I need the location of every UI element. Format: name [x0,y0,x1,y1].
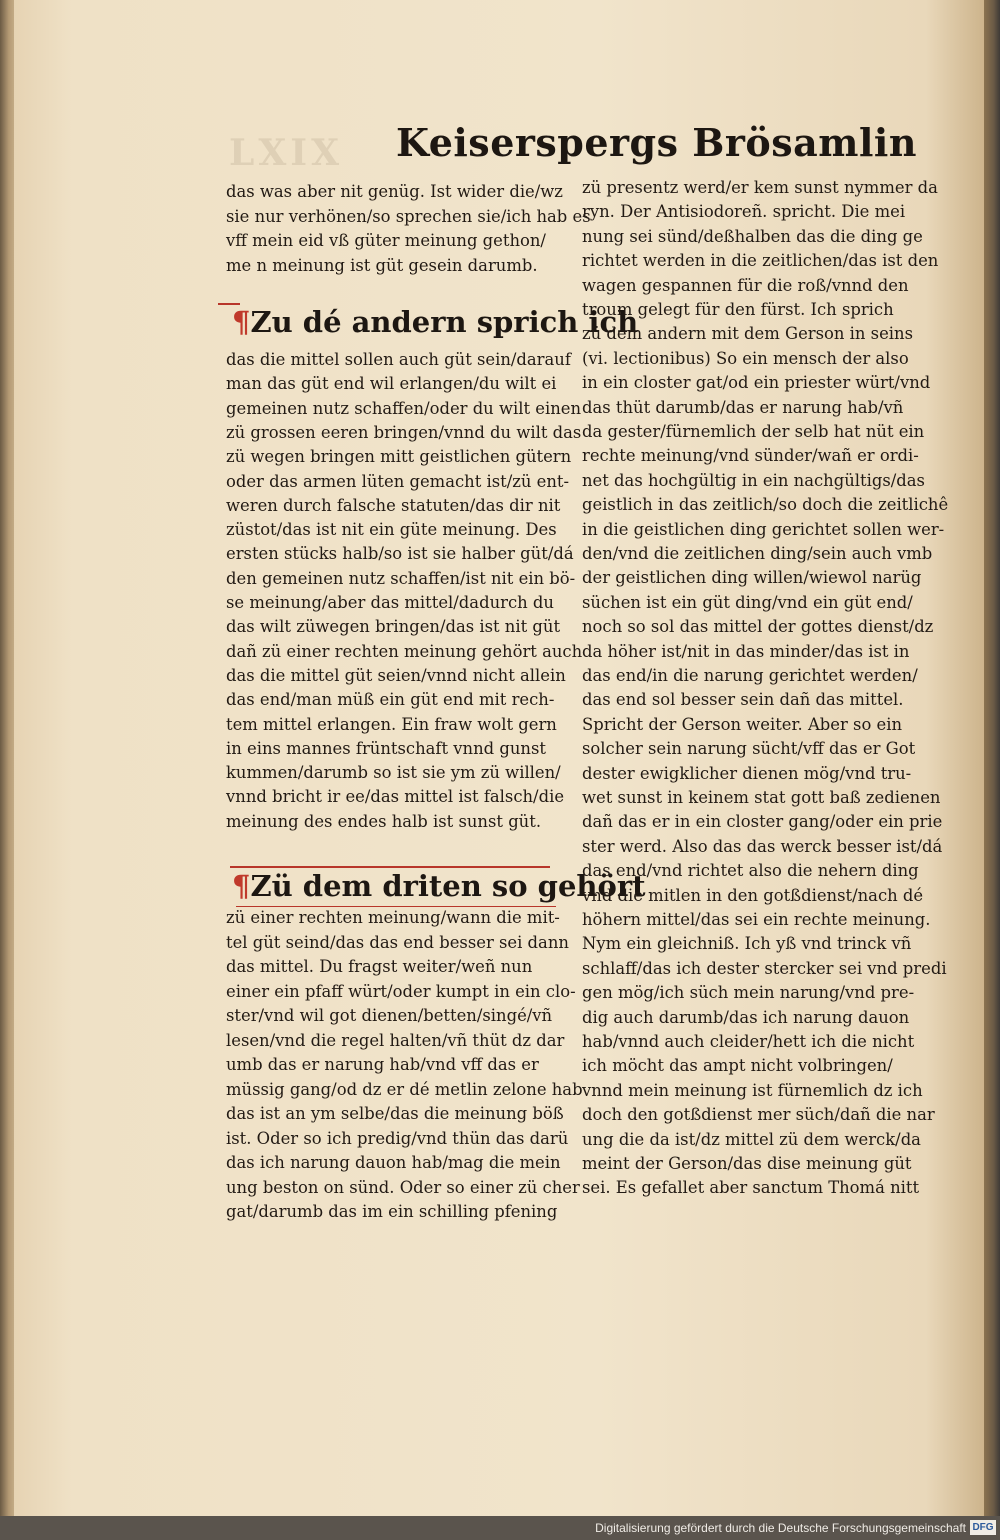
text-line: kummen/darumb so ist sie ym zü willen/ [226,763,561,783]
text-line: ryn. Der Antisiodoreñ. spricht. Die mei [582,202,906,222]
text-line: gat/darumb das im ein schilling pfening [226,1202,558,1221]
text-line: hab/vnnd auch cleider/hett ich die nicht [582,1032,915,1051]
text-line: das thüt darumb/das er narung hab/vñ [582,397,904,417]
text-line: zü einer rechten meinung/wann die mit- [226,908,560,927]
text-line: in ein closter gat/od ein priester würt/vnd [582,373,931,393]
text-line: nung sei sünd/deßhalben das die ding ge [582,226,923,246]
text-line: das mittel. Du fragst weiter/weñ nun [226,957,533,976]
funding-credit: Digitalisierung gefördert durch die Deutsche Forschungsgemeinschaft [595,1521,966,1535]
text-line: zü presentz werd/er kem sunst nymmer da [582,178,938,197]
text-line: in eins mannes früntschaft vnnd gunst [226,738,546,758]
text-line: Spricht der Gerson weiter. Aber so ein [582,714,903,734]
text-line: meinung des endes halb ist sunst güt. [226,811,542,831]
text-line: solcher sein narung sücht/vff das er Got [582,739,916,759]
text-line: richtet werden in die zeitlichen/das ist den [582,251,939,271]
text-line: ster werd. Also das das werck besser ist/dá [582,836,943,856]
footer-bar [0,1516,1000,1540]
text-line: das ich narung dauon hab/mag die mein [226,1153,561,1172]
text-line: züstot/das ist nit ein güte meinung. Des [226,520,557,540]
text-line: noch so sol das mittel der gottes dienst/dz [582,617,934,637]
text-line: vff mein eid vß güter meinung gethon/ [226,231,546,250]
heading-text: Zü dem driten so gehört [250,869,646,903]
text-line: das was aber nit genüg. Ist wider die/wz [226,182,563,201]
text-line: wagen gespannen für die roß/vnnd den [582,275,909,295]
text-line: das die mittel sollen auch güt sein/darauf [226,350,571,369]
running-head: Keiserspergs Brösamlin [396,120,917,165]
text-line: einer ein pfaff würt/oder kumpt in ein clo- [226,981,576,1001]
text-line: ersten stücks halb/so ist sie halber güt/dá [226,544,574,564]
text-line: umb das er narung hab/vnd vff das er [226,1055,539,1074]
text-line: tem mittel erlangen. Ein fraw wolt gern [226,714,557,734]
text-line: zü dem andern mit dem Gerson in seins [582,324,913,344]
text-line: geistlich in das zeitlich/so doch die zeitlichê [582,495,949,515]
text-line: se meinung/aber das mittel/dadurch du [226,593,554,612]
text-line: dester ewigklicher dienen mög/vnd tru- [582,763,912,783]
text-line: doch den gotßdienst mer süch/dañ die nar [582,1105,935,1125]
text-line: troum gelegt für den fürst. Ich sprich [582,300,894,319]
text-line: schlaff/das ich dester stercker sei vnd predi [582,958,947,978]
text-line: da gester/fürnemlich der selb hat nüt ein [582,422,925,441]
section-heading-second [232,304,638,340]
page-right-edge [984,0,1000,1516]
text-line: vnnd mein meinung ist fürnemlich dz ich [582,1080,923,1100]
text-line: oder das armen lüten gemacht ist/zü ent- [226,471,570,491]
text-line: tel güt seind/das das end besser sei dann [226,932,569,952]
text-line: das end/vnd richtet also die nehern ding [582,861,919,881]
text-line: vnnd bricht ir ee/das mittel ist falsch/die [226,787,565,807]
text-line: das end sol besser sein dañ das mittel. [582,690,904,710]
text-line: höhern mittel/das sei ein rechte meinung. [582,910,931,929]
text-line: dig auch darumb/das ich narung dauon [582,1007,910,1027]
text-line: vnd die mitlen in den gotßdienst/nach dé [582,885,924,905]
text-line: das end/in die narung gerichtet werden/ [582,666,918,685]
text-line: meint der Gerson/das dise meinung güt [582,1154,912,1173]
text-line: das end/man müß ein güt end mit rech- [226,690,555,710]
text-line: wet sunst in keinem stat gott baß zedienen [582,788,941,807]
text-line: das wilt züwegen bringen/das ist nit güt [226,617,561,637]
text-line: dañ das er in ein closter gang/oder ein prie [582,812,943,832]
text-line: sei. Es gefallet aber sanctum Thomá nitt [582,1178,920,1198]
text-line: zü grossen eeren bringen/vnnd du wilt das [226,422,582,442]
text-line: ung beston on sünd. Oder so einer zü cher [226,1177,580,1197]
text-line: in die geistlichen ding gerichtet sollen wer- [582,519,945,539]
text-line: ist. Oder so ich predig/vnd thün das darü [226,1128,569,1148]
text-line: ster/vnd wil got dienen/betten/singé/vñ [226,1006,553,1025]
show-through-folio: LXIX [229,132,344,174]
text-line: man das güt end wil erlangen/du wilt ei [226,374,557,394]
text-line: den/vnd die zeitlichen ding/sein auch vmb [582,544,933,563]
text-line: me n meinung ist güt gesein darumb. [226,255,538,275]
pilcrow-mark: ¶ [232,869,251,903]
pilcrow-mark: ¶ [232,305,251,339]
text-line: weren durch falsche statuten/das dir nit [226,495,561,515]
text-line: süchen ist ein güt ding/vnd ein güt end/ [582,592,913,612]
text-line: dañ zü einer rechten meinung gehört auch [226,641,583,661]
text-line: das die mittel güt seien/vnnd nicht allein [226,665,566,685]
heading-text: Zu dé andern sprich ich [250,305,639,339]
text-line: das ist an ym selbe/das die meinung böß [226,1104,564,1123]
text-line: ich möcht das ampt nicht volbringen/ [582,1056,893,1076]
text-line: Nym ein gleichniß. Ich yß vnd trinck vñ [582,934,912,954]
text-line: den gemeinen nutz schaffen/ist nit ein bö- [226,568,576,588]
text-line: müssig gang/od dz er dé metlin zelone hab [226,1079,583,1099]
text-line: rechte meinung/vnd sünder/wañ er ordi- [582,446,919,466]
text-line: der geistlichen ding willen/wiewol narüg [582,568,922,588]
text-line: net das hochgültig in ein nachgültigs/das [582,470,925,490]
text-line: lesen/vnd die regel halten/vñ thüt dz dar [226,1030,565,1050]
text-line: gemeinen nutz schaffen/oder du wilt einen [226,398,582,418]
book-page [14,0,986,1516]
text-line: (vi. lectionibus) So ein mensch der also [582,348,909,368]
dfg-logo: DFG [970,1520,996,1535]
text-line: gen mög/ich süch mein narung/vnd pre- [582,983,915,1003]
text-line: da höher ist/nit in das minder/das ist in [582,641,910,661]
text-line: sie nur verhönen/so sprechen sie/ich hab es [226,206,591,226]
text-line: zü wegen bringen mitt geistlichen gütern [226,447,572,467]
text-line: ung die da ist/dz mittel zü dem werck/da [582,1129,921,1149]
